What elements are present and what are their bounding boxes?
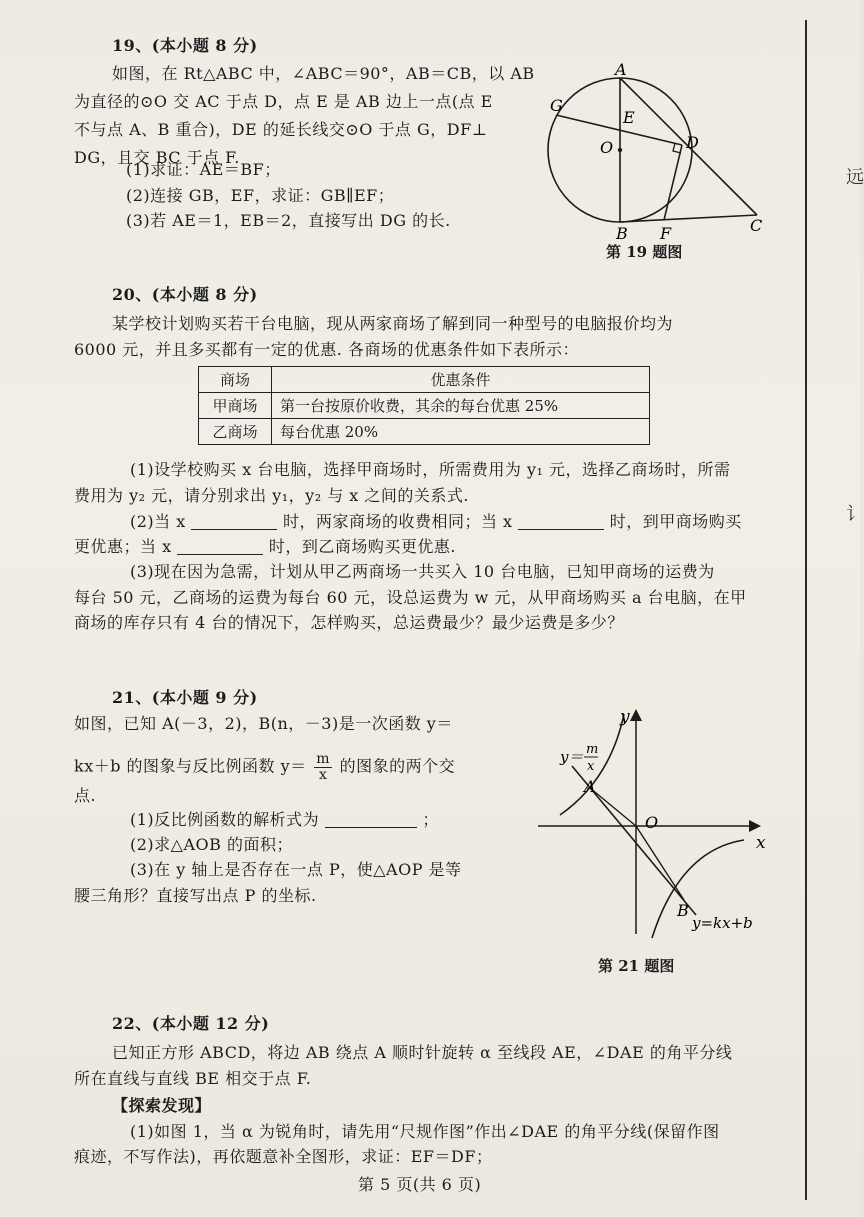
q19-line: 如图，在 Rt△ABC 中，∠ABC＝90°，AB＝CB，以 AB [112, 64, 535, 83]
q22-heading: 22、(本小题 12 分) [112, 1014, 270, 1033]
center-dot [618, 148, 622, 152]
q20-part3: 商场的库存只有 4 台的情况下，怎样购买，总运费最少？最少运费是多少？ [74, 613, 624, 632]
label-g: G [550, 96, 563, 115]
answer-blank[interactable] [325, 813, 417, 828]
q20-part2-text: 时，到乙商场购买更优惠. [268, 537, 456, 556]
q21-part: (3)在 y 轴上是否存在一点 P，使△AOP 是等 [130, 860, 462, 879]
table-cell: 甲商场 [199, 393, 272, 419]
q21-figure [520, 700, 782, 945]
q21-figure-caption: 第 21 题图 [598, 957, 675, 975]
label-o: O [645, 813, 659, 832]
q19-part: (3)若 AE＝1，EB＝2，直接写出 DG 的长. [126, 211, 451, 230]
table-row [199, 419, 650, 445]
q21-line [74, 752, 455, 782]
q20-part2-line [74, 539, 456, 555]
q20-part2-text: (2)当 x [130, 512, 186, 531]
segment-df [664, 145, 682, 220]
q22-part1: (1)如图 1，当 α 为锐角时，请先用“尺规作图”作出∠DAE 的角平分线(保留作图 [130, 1122, 720, 1141]
q22-line: 所在直线与直线 BE 相交于点 F. [74, 1069, 312, 1088]
label-c: C [750, 216, 763, 235]
segment-gd [556, 115, 682, 145]
binding-margin-line [805, 20, 807, 1200]
q21-line: 点. [74, 786, 97, 805]
label-linear: y=kx+b [692, 914, 753, 932]
fraction-m-over-x: $\frac{m}{x}$ [316, 751, 331, 783]
q19-figure [530, 55, 780, 243]
label-y-axis: y [620, 707, 630, 727]
answer-blank[interactable] [518, 515, 604, 530]
label-a: A [615, 60, 627, 79]
q20-part2-line [130, 514, 742, 530]
table-cell: 每台优惠 20% [272, 419, 650, 445]
q20-part1: (1)设学校购买 x 台电脑，选择甲商场时，所需费用为 y₁ 元，选择乙商场时，所需 [130, 460, 731, 479]
page-footer: 第 5 页(共 6 页) [358, 1175, 482, 1194]
table-header: 商场 [199, 367, 272, 393]
edge-glyph: 远 [846, 167, 864, 188]
segment-ob [636, 826, 684, 900]
q19-line: DG，且交 BC 于点 F. [74, 148, 240, 167]
q21-part1-text: ； [422, 810, 439, 829]
q21-part1-text: (1)反比例函数的解析式为 [130, 810, 320, 829]
q19-heading: 19、(本小题 8 分) [112, 36, 258, 55]
segment-oa [590, 788, 636, 826]
q20-part3: 每台 50 元，乙商场的运费为每台 60 元，设总运费为 w 元，从甲商场购买 a 台电脑，在甲 [74, 588, 747, 607]
q19-line: 不与点 A、B 重合)，DE 的延长线交⊙O 于点 G，DF⊥ [74, 120, 488, 139]
q20-part3: (3)现在因为急需，计划从甲乙两商场一共买入 10 台电脑，已知甲商场的运费为 [130, 562, 715, 581]
q21-text: kx＋b 的图象与反比例函数 y＝ [74, 756, 307, 776]
q19-line: 为直径的⊙O 交 AC 于点 D，点 E 是 AB 边上一点(点 E [74, 92, 493, 111]
q20-part1: 费用为 y₂ 元，请分别求出 y₁，y₂ 与 x 之间的关系式. [74, 486, 469, 505]
q20-heading: 20、(本小题 8 分) [112, 285, 258, 304]
label-inverse-den: x [587, 759, 595, 774]
label-e: E [623, 108, 635, 127]
label-a: A [584, 777, 596, 796]
q20-intro: 某学校计划购买若干台电脑，现从两家商场了解到同一种型号的电脑报价均为 [112, 314, 674, 333]
q21-line: 如图，已知 A(－3，2)，B(n，－3)是一次函数 y＝ [74, 714, 453, 733]
q19-part: (1)求证：AE＝BF； [126, 160, 281, 179]
label-x-axis: x [756, 833, 766, 853]
q22-part1: 痕迹，不写作法)，再依题意补全图形，求证：EF＝DF； [74, 1147, 493, 1166]
label-b: B [677, 901, 689, 920]
answer-blank[interactable] [177, 540, 263, 555]
label-inverse-lhs: y＝ [560, 748, 584, 766]
label-f: F [660, 224, 672, 243]
q21-heading: 21、(本小题 9 分) [112, 688, 258, 707]
label-o: O [600, 138, 614, 157]
q22-line: 已知正方形 ABCD，将边 AB 绕点 A 顺时针旋转 α 至线段 AE，∠DAE 的角平分线 [112, 1043, 733, 1062]
q22-section: 【探索发现】 [112, 1096, 212, 1115]
q19-figure-caption: 第 19 题图 [606, 243, 683, 261]
label-b: B [616, 224, 628, 243]
answer-blank[interactable] [191, 515, 277, 530]
q20-part2-text: 更优惠；当 x [74, 537, 172, 556]
discount-table [198, 366, 650, 445]
q21-text: 的图象的两个交 [339, 756, 456, 776]
edge-glyph: 讠 [846, 504, 864, 525]
q21-part1-line [130, 812, 439, 828]
q21-part: (2)求△AOB 的面积； [130, 835, 293, 854]
table-cell: 乙商场 [199, 419, 272, 445]
q20-intro: 6000 元，并且多买都有一定的优惠. 各商场的优惠条件如下表所示： [74, 340, 579, 359]
q20-part2-text: 时，两家商场的收费相同；当 x [282, 512, 513, 531]
table-header: 优惠条件 [272, 367, 650, 393]
q20-part2-text: 时，到甲商场购买 [609, 512, 742, 531]
label-d: D [686, 133, 699, 152]
q19-part: (2)连接 GB，EF，求证：GB∥EF； [126, 186, 395, 205]
table-row [199, 393, 650, 419]
q21-part: 腰三角形？直接写出点 P 的坐标. [74, 886, 317, 905]
table-cell: 第一台按原价收费，其余的每台优惠 25% [272, 393, 650, 419]
label-inverse-num: m [586, 742, 599, 757]
